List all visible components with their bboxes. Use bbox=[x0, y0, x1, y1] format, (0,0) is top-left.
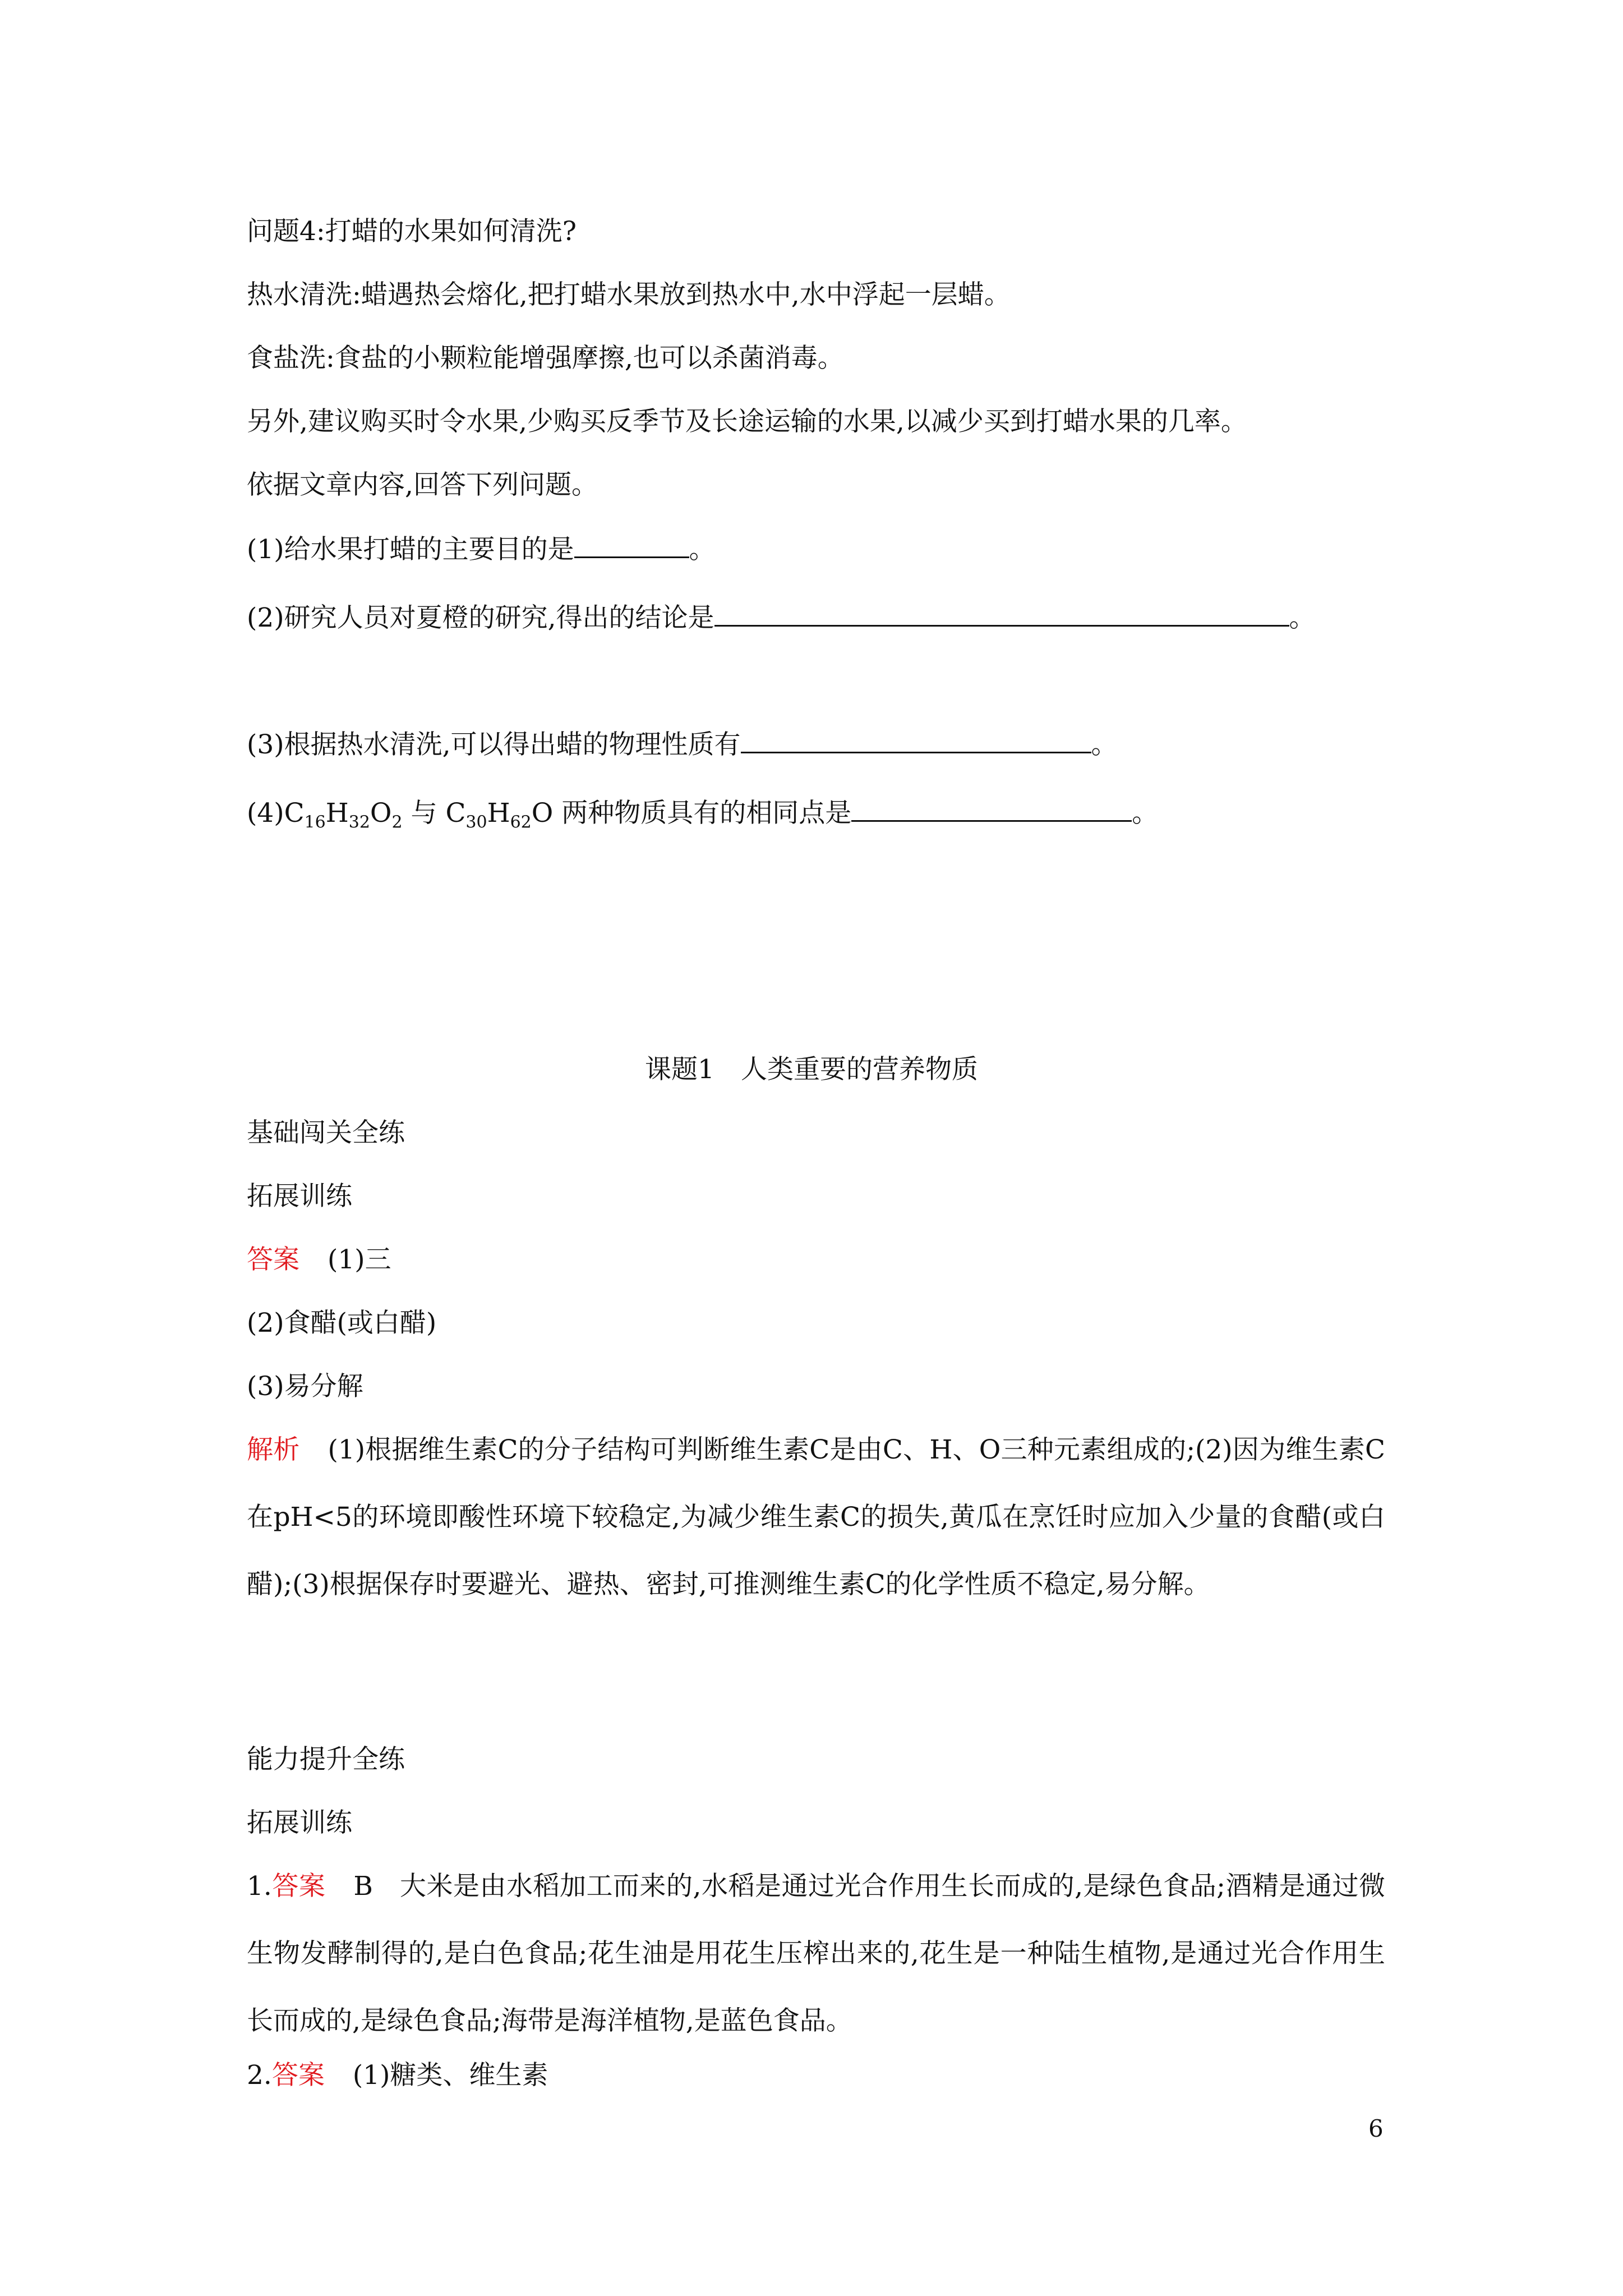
page-number: 6 bbox=[1368, 2115, 1384, 2142]
purchase-advice-text: 另外,建议购买时令水果,少购买反季节及长途运输的水果,以减少买到打蜡水果的几率。 bbox=[247, 406, 1247, 437]
item-2-text: (1)糖类、维生素 bbox=[352, 2060, 548, 2091]
answer-blank-4 bbox=[851, 795, 1132, 822]
item-2-number: 2. bbox=[247, 2060, 272, 2091]
q4-formula-part: 与 C bbox=[402, 798, 466, 829]
question-2-period: 。 bbox=[1289, 602, 1316, 633]
question-2 bbox=[247, 600, 1316, 635]
q4-formula-part: O 两种物质具有的相同点是 bbox=[531, 798, 852, 829]
q4-formula-part: H bbox=[325, 798, 349, 829]
question-2-text: (2)研究人员对夏橙的研究,得出的结论是 bbox=[247, 602, 714, 633]
answer-blank-3 bbox=[741, 727, 1091, 753]
ability-practice-heading: 能力提升全练 bbox=[247, 1744, 405, 1775]
extension-training-heading-2: 拓展训练 bbox=[247, 1807, 352, 1838]
answer-line-1 bbox=[247, 1243, 391, 1277]
question-3-text: (3)根据热水清洗,可以得出蜡的物理性质有 bbox=[247, 729, 741, 760]
question-4 bbox=[247, 795, 1158, 830]
section-title: 课题1 人类重要的营养物质 bbox=[645, 1054, 978, 1085]
question-1 bbox=[247, 532, 716, 567]
q4-formula-part: H bbox=[487, 798, 510, 829]
question-4-period: 。 bbox=[1132, 798, 1159, 829]
item-2-answer-label: 答案 bbox=[271, 2060, 325, 2091]
q4-subscript: 2 bbox=[391, 812, 403, 832]
salt-wash-text: 食盐洗:食盐的小颗粒能增强摩擦,也可以杀菌消毒。 bbox=[247, 343, 844, 374]
instruction-text: 依据文章内容,回答下列问题。 bbox=[247, 470, 598, 500]
explanation-label: 解析 bbox=[247, 1434, 300, 1465]
answer-line-3: (3)易分解 bbox=[247, 1371, 363, 1402]
q4-subscript: 30 bbox=[465, 812, 487, 832]
hot-water-wash-text: 热水清洗:蜡遇热会熔化,把打蜡水果放到热水中,水中浮起一层蜡。 bbox=[247, 279, 1011, 310]
item-1-text: B 大米是由水稻加工而来的,水稻是通过光合作用生长而成的,是绿色食品;酒精是通过微生物发酵制得的,是白色食品;花生油是用花生压榨出来的,花生是一种陆生植物,是通过光合作用生长而成的,是绿色食品;海带是海洋植物,是蓝色食品。 bbox=[247, 1871, 1385, 2036]
answer-item-2 bbox=[247, 2059, 548, 2092]
q4-formula-part: O bbox=[370, 798, 392, 829]
question-3-period: 。 bbox=[1091, 729, 1118, 760]
extension-training-heading: 拓展训练 bbox=[247, 1181, 352, 1212]
q4-subscript: 32 bbox=[348, 812, 370, 832]
explanation-text: (1)根据维生素C的分子结构可判断维生素C是由C、H、O三种元素组成的;(2)因为维生素C在pH<5的环境即酸性环境下较稳定,为减少维生素C的损失,黄瓜在烹饪时应加入少量的食醋(或白醋);(3)根据保存时要避光、避热、密封,可推测维生素C的化学性质不稳定,易分解。 bbox=[247, 1434, 1386, 1600]
answer-line-2: (2)食醋(或白醋) bbox=[247, 1308, 437, 1338]
q4-subscript: 62 bbox=[510, 812, 532, 832]
question-3 bbox=[247, 727, 1118, 762]
q4-subscript: 16 bbox=[304, 812, 326, 832]
item-1-number: 1. bbox=[247, 1871, 272, 1902]
q4-formula-part: (4)C bbox=[247, 798, 305, 829]
explanation-paragraph bbox=[247, 1416, 1385, 1618]
item-1-answer-label: 答案 bbox=[271, 1871, 326, 1902]
question-4-heading: 问题4:打蜡的水果如何清洗? bbox=[247, 216, 577, 247]
answer-item-1 bbox=[247, 1853, 1385, 2055]
basic-practice-heading: 基础闯关全练 bbox=[247, 1117, 405, 1148]
answer-blank-1 bbox=[574, 532, 689, 558]
question-1-text: (1)给水果打蜡的主要目的是 bbox=[247, 534, 574, 565]
question-1-period: 。 bbox=[689, 534, 716, 565]
answer-1-text: (1)三 bbox=[328, 1244, 391, 1275]
answer-label: 答案 bbox=[247, 1244, 299, 1275]
answer-blank-2 bbox=[714, 600, 1289, 627]
